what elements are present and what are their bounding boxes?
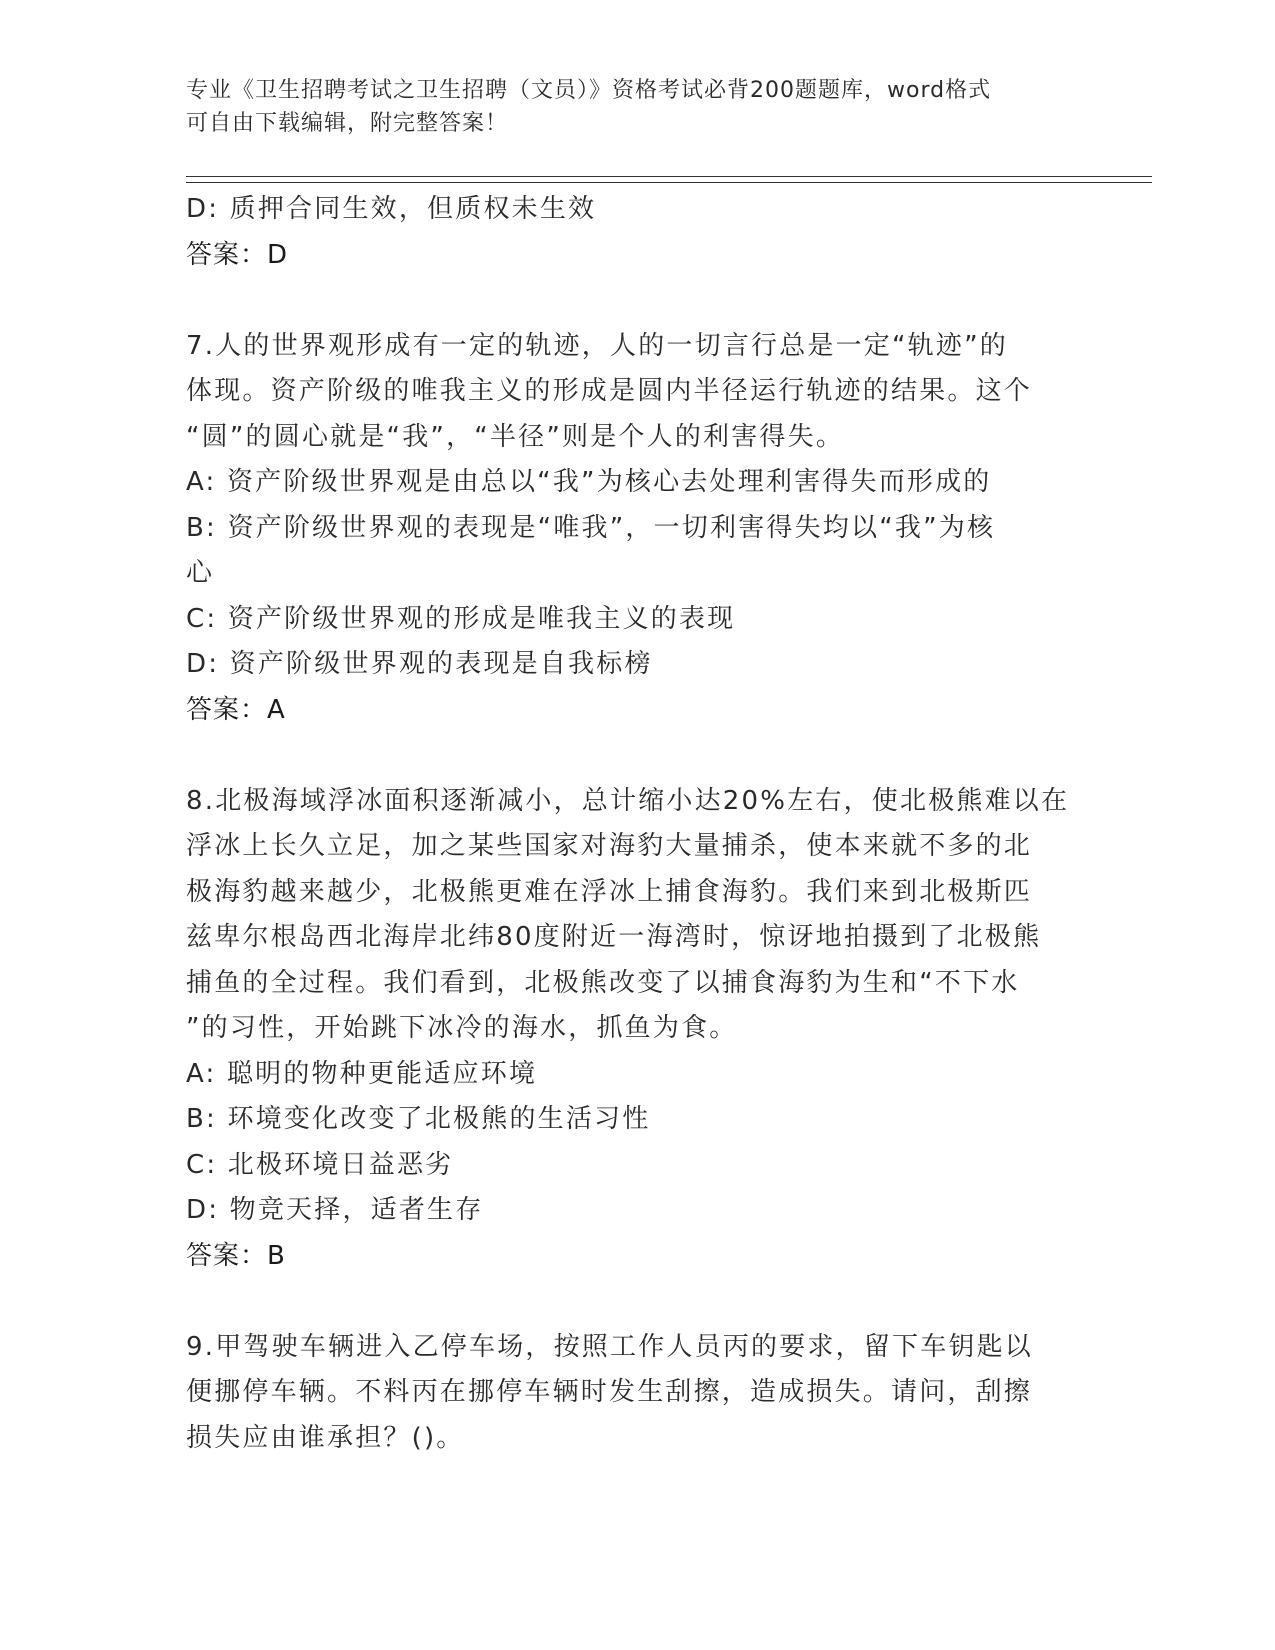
question-7 — [186, 324, 1086, 734]
question-text-line: “圆”的圆心就是“我”，“半径”则是个人的利害得失。 — [186, 421, 845, 452]
question-6-tail — [186, 187, 1086, 278]
question-text-line: 损失应由谁承担？()。 — [186, 1422, 465, 1453]
header-title-line-1: 专业《卫生招聘考试之卫生招聘（文员）》资格考试必背200题题库，word格式 — [186, 78, 992, 103]
header-title-line-2: 可自由下载编辑，附完整答案！ — [186, 111, 509, 136]
option-d: D: 资产阶级世界观的表现是自我标榜 — [186, 649, 653, 679]
document-body — [186, 187, 1086, 1461]
question-text-line: 7.人的世界观形成有一定的轨迹，人的一切言行总是一定“轨迹”的 — [186, 330, 1008, 361]
option-d: D: 质押合同生效，但质权未生效 — [186, 194, 597, 224]
header-divider — [186, 176, 1152, 183]
question-text-line: 体现。资产阶级的唯我主义的形成是圆内半径运行轨迹的结果。这个 — [186, 376, 1033, 406]
question-text-line: 便挪停车辆。不料丙在挪停车辆时发生刮擦，造成损失。请问，刮擦 — [186, 1377, 1033, 1407]
spacer — [186, 278, 1086, 324]
question-text-line: ”的习性，开始跳下冰冷的海水，抓鱼为食。 — [186, 1013, 738, 1043]
question-text-line: 8.北极海域浮冰面积逐渐减小，总计缩小达20%左右，使北极熊难以在 — [186, 785, 1070, 816]
question-8 — [186, 779, 1086, 1280]
option-a: A: 资产阶级世界观是由总以“我”为核心去处理利害得失而形成的 — [186, 467, 992, 497]
spacer — [186, 733, 1086, 779]
answer-label: 答案：A — [186, 694, 286, 725]
answer-label: 答案：D — [186, 239, 289, 270]
question-text-line: 浮冰上长久立足，加之某些国家对海豹大量捕杀，使本来就不多的北 — [186, 831, 1033, 861]
option-b: B: 环境变化改变了北极熊的生活习性 — [186, 1104, 651, 1134]
option-c: C: 北极环境日益恶劣 — [186, 1149, 454, 1180]
option-b: B: 资产阶级世界观的表现是“唯我”，一切利害得失均以“我”为核 — [186, 512, 996, 543]
question-text-line: 9.甲驾驶车辆进入乙停车场，按照工作人员丙的要求，留下车钥匙以 — [186, 1331, 1034, 1362]
spacer — [186, 1279, 1086, 1325]
option-d: D: 物竞天择，适者生存 — [186, 1195, 484, 1225]
option-c: C: 资产阶级世界观的形成是唯我主义的表现 — [186, 603, 736, 634]
answer-label: 答案：B — [186, 1240, 286, 1271]
question-text-line: 兹卑尔根岛西北海岸北纬80度附近一海湾时，惊讶地拍摄到了北极熊 — [186, 922, 1042, 952]
option-a: A: 聪明的物种更能适应环境 — [186, 1058, 538, 1089]
question-text-line: 极海豹越来越少，北极熊更难在浮冰上捕食海豹。我们来到北极斯匹 — [186, 876, 1033, 907]
question-text-line: 捕鱼的全过程。我们看到，北极熊改变了以捕食海豹为生和“不下水 — [186, 967, 1020, 998]
document-header — [186, 74, 1066, 140]
question-9 — [186, 1325, 1086, 1462]
option-b-continued: 心 — [186, 558, 215, 588]
